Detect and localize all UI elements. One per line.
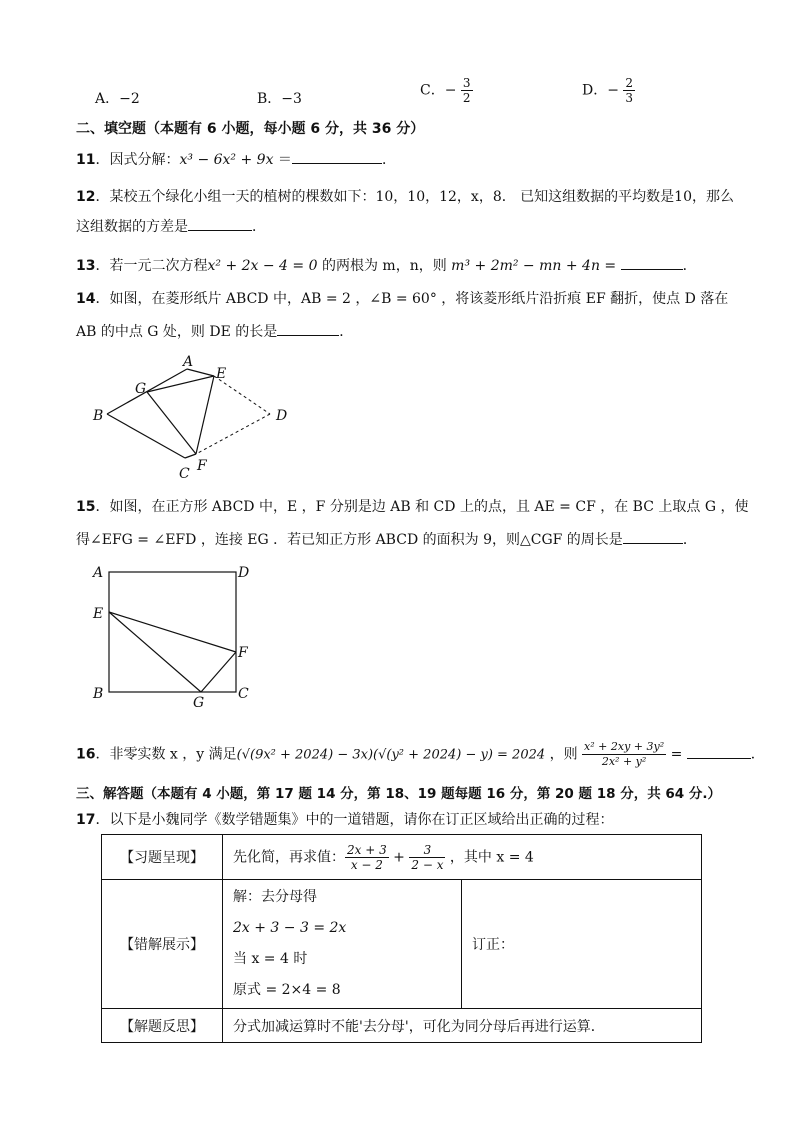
answer-blank-14 [277,321,339,336]
option-a: A．−2 [95,91,140,107]
option-d: D．− $\frac{2}{3}$ [582,76,634,105]
question-14-line1: 14．如图，在菱形纸片 ABCD 中，AB = 2 ，∠B = 60° ，将该菱形纸片沿折痕 EF 翻折，使点 D 落在 [76,291,729,307]
question-16: 16．非零实数 x ，y 满足(√(9x² + 2024) − 3x)(√(y² + 2024) − y) = 2024 ，则 $\frac{\text{x² + 2xy + 3y²}}{\text{2x² + y²}}$ = ． [76,740,765,768]
section-heading-fill-blank: 二、填空题（本题有 6 小题，每小题 6 分，共 36 分） [76,121,425,137]
question-12-line2: 这组数据的方差是 ． [76,216,266,237]
label-C: C [179,466,190,482]
label-G: G [193,695,205,710]
error-analysis-table [101,834,702,1043]
table-row-reflection [102,1009,702,1043]
answer-blank-13 [621,255,683,270]
table-row-problem [102,835,702,880]
label-C: C [238,686,249,702]
question-13: 13．若一元二次方程x² + 2x − 4 = 0 的两根为 m，n，则 m³ + 2m² − mn + 4n = ． [76,255,697,276]
table-row-wrong-solution [102,880,702,1009]
question-14-line2: AB 的中点 G 处，则 DE 的长是 ． [76,321,353,342]
label-B: B [93,408,104,424]
label-D: D [238,565,250,581]
label-E: E [216,366,227,382]
option-c: C．− $\frac{3}{2}$ [420,76,471,105]
question-15-line2: 得∠EFG = ∠EFD ，连接 EG ．若已知正方形 ABCD 的面积为 9，则△CGF 的周长是 ． [76,529,697,550]
label-A: A [183,354,194,370]
label-F: F [197,458,207,474]
label-wrong-solution: 【错解展示】 [102,880,223,1009]
label-reflection: 【解题反思】 [102,1009,223,1043]
wrong-solution: 解：去分母得 2x + 3 − 3 = 2x 当 x = 4 时 原式 = 2×4 = 8 [223,880,462,1009]
problem-statement: 先化简，再求值： $\frac{2x + 3}{x - 2}$ + $\frac{3}{2 - x}$ ，其中 x = 4 [223,835,702,880]
correction-area[interactable]: 订正： [462,880,702,1009]
label-B: B [93,686,104,702]
rhombus-figure [90,352,300,484]
label-E: E [93,606,104,622]
option-b: B．−3 [257,91,302,107]
label-D: D [276,408,288,424]
answer-blank-16 [687,744,751,759]
label-F: F [238,645,248,661]
label-G: G [135,381,147,397]
question-17: 17．以下是小魏同学《数学错题集》中的一道错题，请你在订正区域给出正确的过程： [76,812,614,828]
answer-blank-11 [292,149,382,164]
label-problem: 【习题呈现】 [102,835,223,880]
reflection-text: 分式加减运算时不能'去分母'，可化为同分母后再进行运算． [223,1009,702,1043]
section-heading-solutions: 三、解答题（本题有 4 小题，第 17 题 14 分，第 18、19 题每题 16 分，第 20 题 18 分，共 64 分.） [76,786,722,802]
label-A: A [93,565,104,581]
answer-blank-15 [623,529,683,544]
question-15-line1: 15．如图，在正方形 ABCD 中，E ，F 分别是边 AB 和 CD 上的点，且 AE = CF ，在 BC 上取点 G ，使 [76,499,749,515]
question-11: 11．因式分解：x³ − 6x² + 9x ＝ ． [76,149,396,170]
question-12-line1: 12．某校五个绿化小组一天的植树的棵数如下：10，10，12，x，8． 已知这组数据的平均数是10，那么 [76,189,734,205]
square-figure [88,560,260,710]
answer-blank-12 [188,216,252,231]
